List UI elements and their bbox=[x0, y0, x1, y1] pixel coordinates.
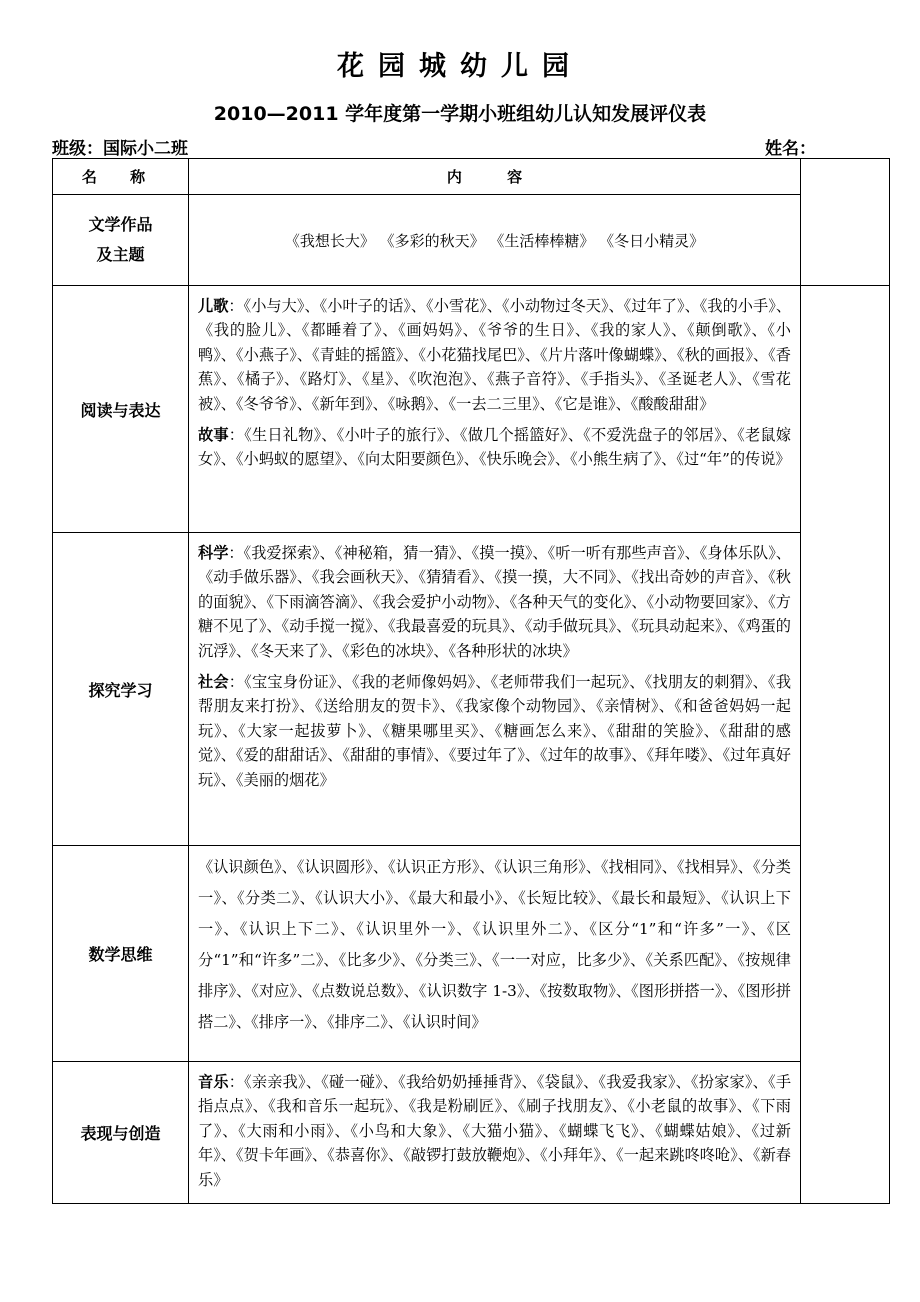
class-label: 班级：国际小二班 bbox=[52, 139, 188, 159]
nursery-rhymes-label: 儿歌 bbox=[198, 297, 229, 315]
music-paragraph bbox=[198, 1070, 791, 1192]
nursery-rhymes-paragraph bbox=[198, 294, 791, 416]
science-paragraph bbox=[198, 541, 791, 663]
table-row-math bbox=[53, 846, 890, 1062]
science-label: 科学 bbox=[198, 544, 229, 562]
stories-paragraph bbox=[198, 423, 791, 472]
nursery-rhymes-text: ：《小与大》、《小叶子的话》、《小雪花》、《小动物过冬天》、《过年了》、《我的小手》、《我的脸儿》、《都睡着了》、《画妈妈》、《爷爷的生日》、《我的家人》、《颠倒歌》、《小鸭》、《小燕子》、《青蛙的摇篮》、《小花猫找尾巴》、《片片落叶像蝴蝶》、《秋的画报》、《香蕉》、《橘子》、《路灯》、《星》、《吹泡泡》、《燕子音符》、《手指头》、《圣诞老人》、《雪花被》、《冬爷爷》、《新年到》、《咏鹅》、《一去二三里》、《它是谁》、《酸酸甜甜》 bbox=[198, 297, 792, 413]
social-text: ：《宝宝身份证》、《我的老师像妈妈》、《老师带我们一起玩》、《找朋友的刺猬》、《我帮朋友来打扮》、《送给朋友的贺卡》、《我家像个动物园》、《亲情树》、《和爸爸妈妈一起玩》、《大家一起拔萝卜》、《糖果哪里买》、《糖画怎么来》、《甜甜的笑脸》、《甜甜的感觉》、《爱的甜甜话》、《甜甜的事情》、《要过年了》、《过年的故事》、《拜年喽》、《过年真好玩》、《美丽的烟花》 bbox=[198, 673, 792, 789]
literature-label-cell bbox=[53, 195, 189, 286]
table-row-art bbox=[53, 1062, 890, 1204]
reading-label-cell: 阅读与表达 bbox=[53, 286, 189, 533]
page-subtitle: 2010—2011 学年度第一学期小班组幼儿认知发展评仪表 bbox=[213, 103, 707, 125]
header-name-cell: 名 称 bbox=[53, 159, 189, 195]
stories-label: 故事 bbox=[198, 426, 229, 445]
score-cell-top bbox=[801, 159, 890, 286]
math-label-cell: 数学思维 bbox=[53, 846, 189, 1062]
stories-text: ：《生日礼物》、《小叶子的旅行》、《做几个摇篮好》、《不爱洗盘子的邻居》、《老鼠嫁女》、《小蚂蚁的愿望》、《向太阳要颜色》、《快乐晚会》、《小熊生病了》、《过“年”的传说》 bbox=[198, 426, 792, 469]
social-paragraph bbox=[198, 670, 791, 792]
score-cell-bottom bbox=[801, 286, 890, 1204]
reading-content-cell bbox=[189, 286, 801, 533]
explore-label-cell: 探究学习 bbox=[53, 533, 189, 846]
literature-label-line2: 及主题 bbox=[96, 245, 145, 264]
explore-content-cell bbox=[189, 533, 801, 846]
math-content-cell: 《认识颜色》、《认识圆形》、《认识正方形》、《认识三角形》、《找相同》、《找相异》、《分类一》、《分类二》、《认识大小》、《最大和最小》、《长短比较》、《最长和最短》、《认识上下一》、《认识上下二》、《认识里外一》、《认识里外二》、《区分“1”和“许多”一》、《区分“1”和“许多”二》、《比多少》、《分类三》、《一一对应，比多少》、《关系匹配》、《按规律排序》、《对应》、《点数说总数》、《认识数字 1-3》、《按数取物》、《图形拼搭一》、《图形拼搭二》、《排序一》、《排序二》、《认识时间》 bbox=[189, 846, 801, 1062]
art-content-cell bbox=[189, 1062, 801, 1204]
science-text: ：《我爱探索》、《神秘箱，猜一猜》、《摸一摸》、《听一听有那些声音》、《身体乐队》、《动手做乐器》、《我会画秋天》、《猜猜看》、《摸一摸，大不同》、《找出奇妙的声音》、《秋的面貌》、《下雨滴答滴》、《我会爱护小动物》、《各种天气的变化》、《小动物要回家》、《方糖不见了》、《动手搅一搅》、《我最喜爱的玩具》、《动手做玩具》、《玩具动起来》、《鸡蛋的沉浮》、《冬天来了》、《彩色的冰块》、《各种形状的冰块》 bbox=[198, 544, 791, 660]
evaluation-table bbox=[52, 158, 890, 1204]
music-label: 音乐 bbox=[198, 1073, 229, 1091]
table-row-literature bbox=[53, 195, 890, 286]
page-title: 花园城幼儿园 bbox=[337, 51, 583, 82]
social-label: 社会 bbox=[198, 673, 229, 692]
music-text: ：《亲亲我》、《碰一碰》、《我给奶奶捶捶背》、《袋鼠》、《我爱我家》、《扮家家》、《手指点点》、《我和音乐一起玩》、《我是粉刷匠》、《刷子找朋友》、《小老鼠的故事》、《下雨了》、《大雨和小雨》、《小鸟和大象》、《大猫小猫》、《蝴蝶飞飞》、《蝴蝶姑娘》、《过新年》、《贺卡年画》、《恭喜你》、《敲锣打鼓放鞭炮》、《小拜年》、《一起来跳咚咚呛》、《新春乐》 bbox=[198, 1073, 792, 1189]
table-row-explore bbox=[53, 533, 890, 846]
literature-content-cell: 《我想长大》 《多彩的秋天》 《生活棒棒糖》 《冬日小精灵》 bbox=[189, 195, 801, 286]
art-label-cell: 表现与创造 bbox=[53, 1062, 189, 1204]
table-row-reading bbox=[53, 286, 890, 533]
header-content-cell: 内 容 bbox=[189, 159, 801, 195]
literature-label-line1: 文学作品 bbox=[88, 215, 153, 234]
name-label: 姓名： bbox=[765, 139, 816, 159]
table-header-row bbox=[53, 159, 890, 195]
